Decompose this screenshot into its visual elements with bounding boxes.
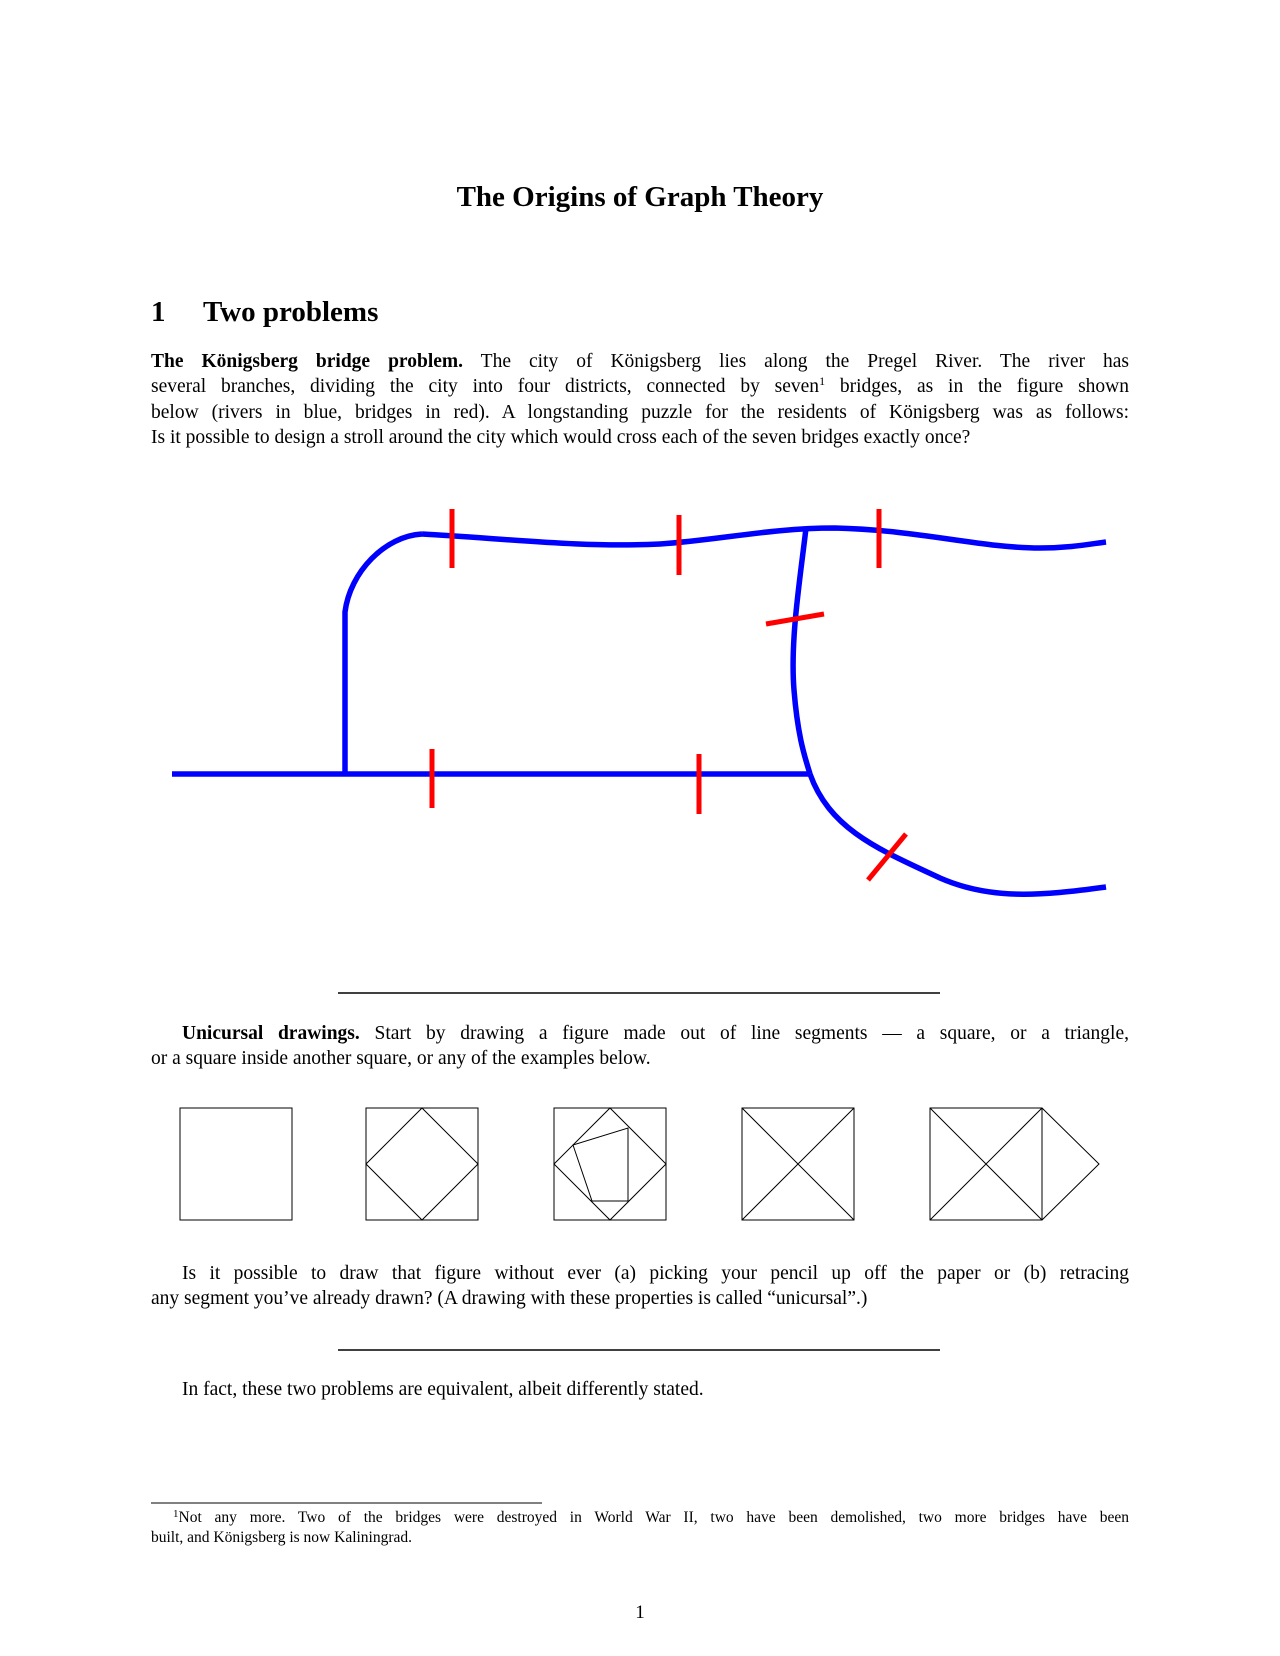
text-line: any segment you’ve already drawn? (A drawing with these properties is called “unicursal”.) <box>151 1288 868 1310</box>
section-title: Two problems <box>203 296 379 328</box>
example-nested-squares <box>554 1108 666 1220</box>
example-square-with-x <box>742 1108 854 1220</box>
text-line: Not any more. Two of the bridges were destroyed in World War II, two have been demolished, two more bridges have been <box>178 1509 1129 1526</box>
example-house-with-x <box>930 1108 1099 1220</box>
section-number: 1 <box>151 296 166 328</box>
paragraph-conclusion <box>151 1377 1129 1402</box>
text-line: built, and Königsberg is now Kaliningrad. <box>151 1529 413 1546</box>
konigsberg-map <box>172 509 1106 894</box>
footnote <box>151 1508 1129 1548</box>
document-title: The Origins of Graph Theory <box>456 181 824 213</box>
river-lower-right-branch <box>810 774 1106 894</box>
footnote-mark: 1 <box>173 1508 179 1520</box>
text-line: below (rivers in blue, bridges in red). A longstanding puzzle for the residents of Königsberg was as follows: <box>151 401 1129 423</box>
river-middle-channel <box>793 528 810 774</box>
text-line: bridges, as in the figure shown <box>825 376 1129 398</box>
paragraph-unicursal <box>151 1021 1129 1072</box>
example-square <box>180 1108 292 1220</box>
paragraph-lead: The Königsberg bridge problem. <box>151 351 464 372</box>
text-line: In fact, these two problems are equivalent, albeit differently stated. <box>182 1379 704 1400</box>
paragraph-lead: Unicursal drawings. <box>182 1023 360 1044</box>
text-line: Start by drawing a figure made out of line segments — a square, or a triangle, <box>359 1023 1129 1044</box>
text-line: Is it possible to design a stroll around the city which would cross each of the seven bridges exactly once? <box>151 426 971 448</box>
text-line: The city of Königsberg lies along the Pregel River. The river has <box>463 351 1129 372</box>
footnote-mark[interactable]: 1 <box>819 374 826 389</box>
text-line: Is it possible to draw that figure without ever (a) picking your pencil up off the paper or (b) retracing <box>182 1263 1129 1284</box>
unicursal-examples <box>180 1108 1099 1220</box>
paragraph-question <box>151 1261 1129 1312</box>
example-square-with-diamond <box>366 1108 478 1220</box>
text-line: or a square inside another square, or any of the examples below. <box>151 1048 651 1070</box>
page-number: 1 <box>635 1602 645 1623</box>
river-left-channel <box>345 534 422 774</box>
text-line: several branches, dividing the city into four districts, connected by seven <box>151 376 820 398</box>
river-upper-branch <box>422 528 1106 548</box>
